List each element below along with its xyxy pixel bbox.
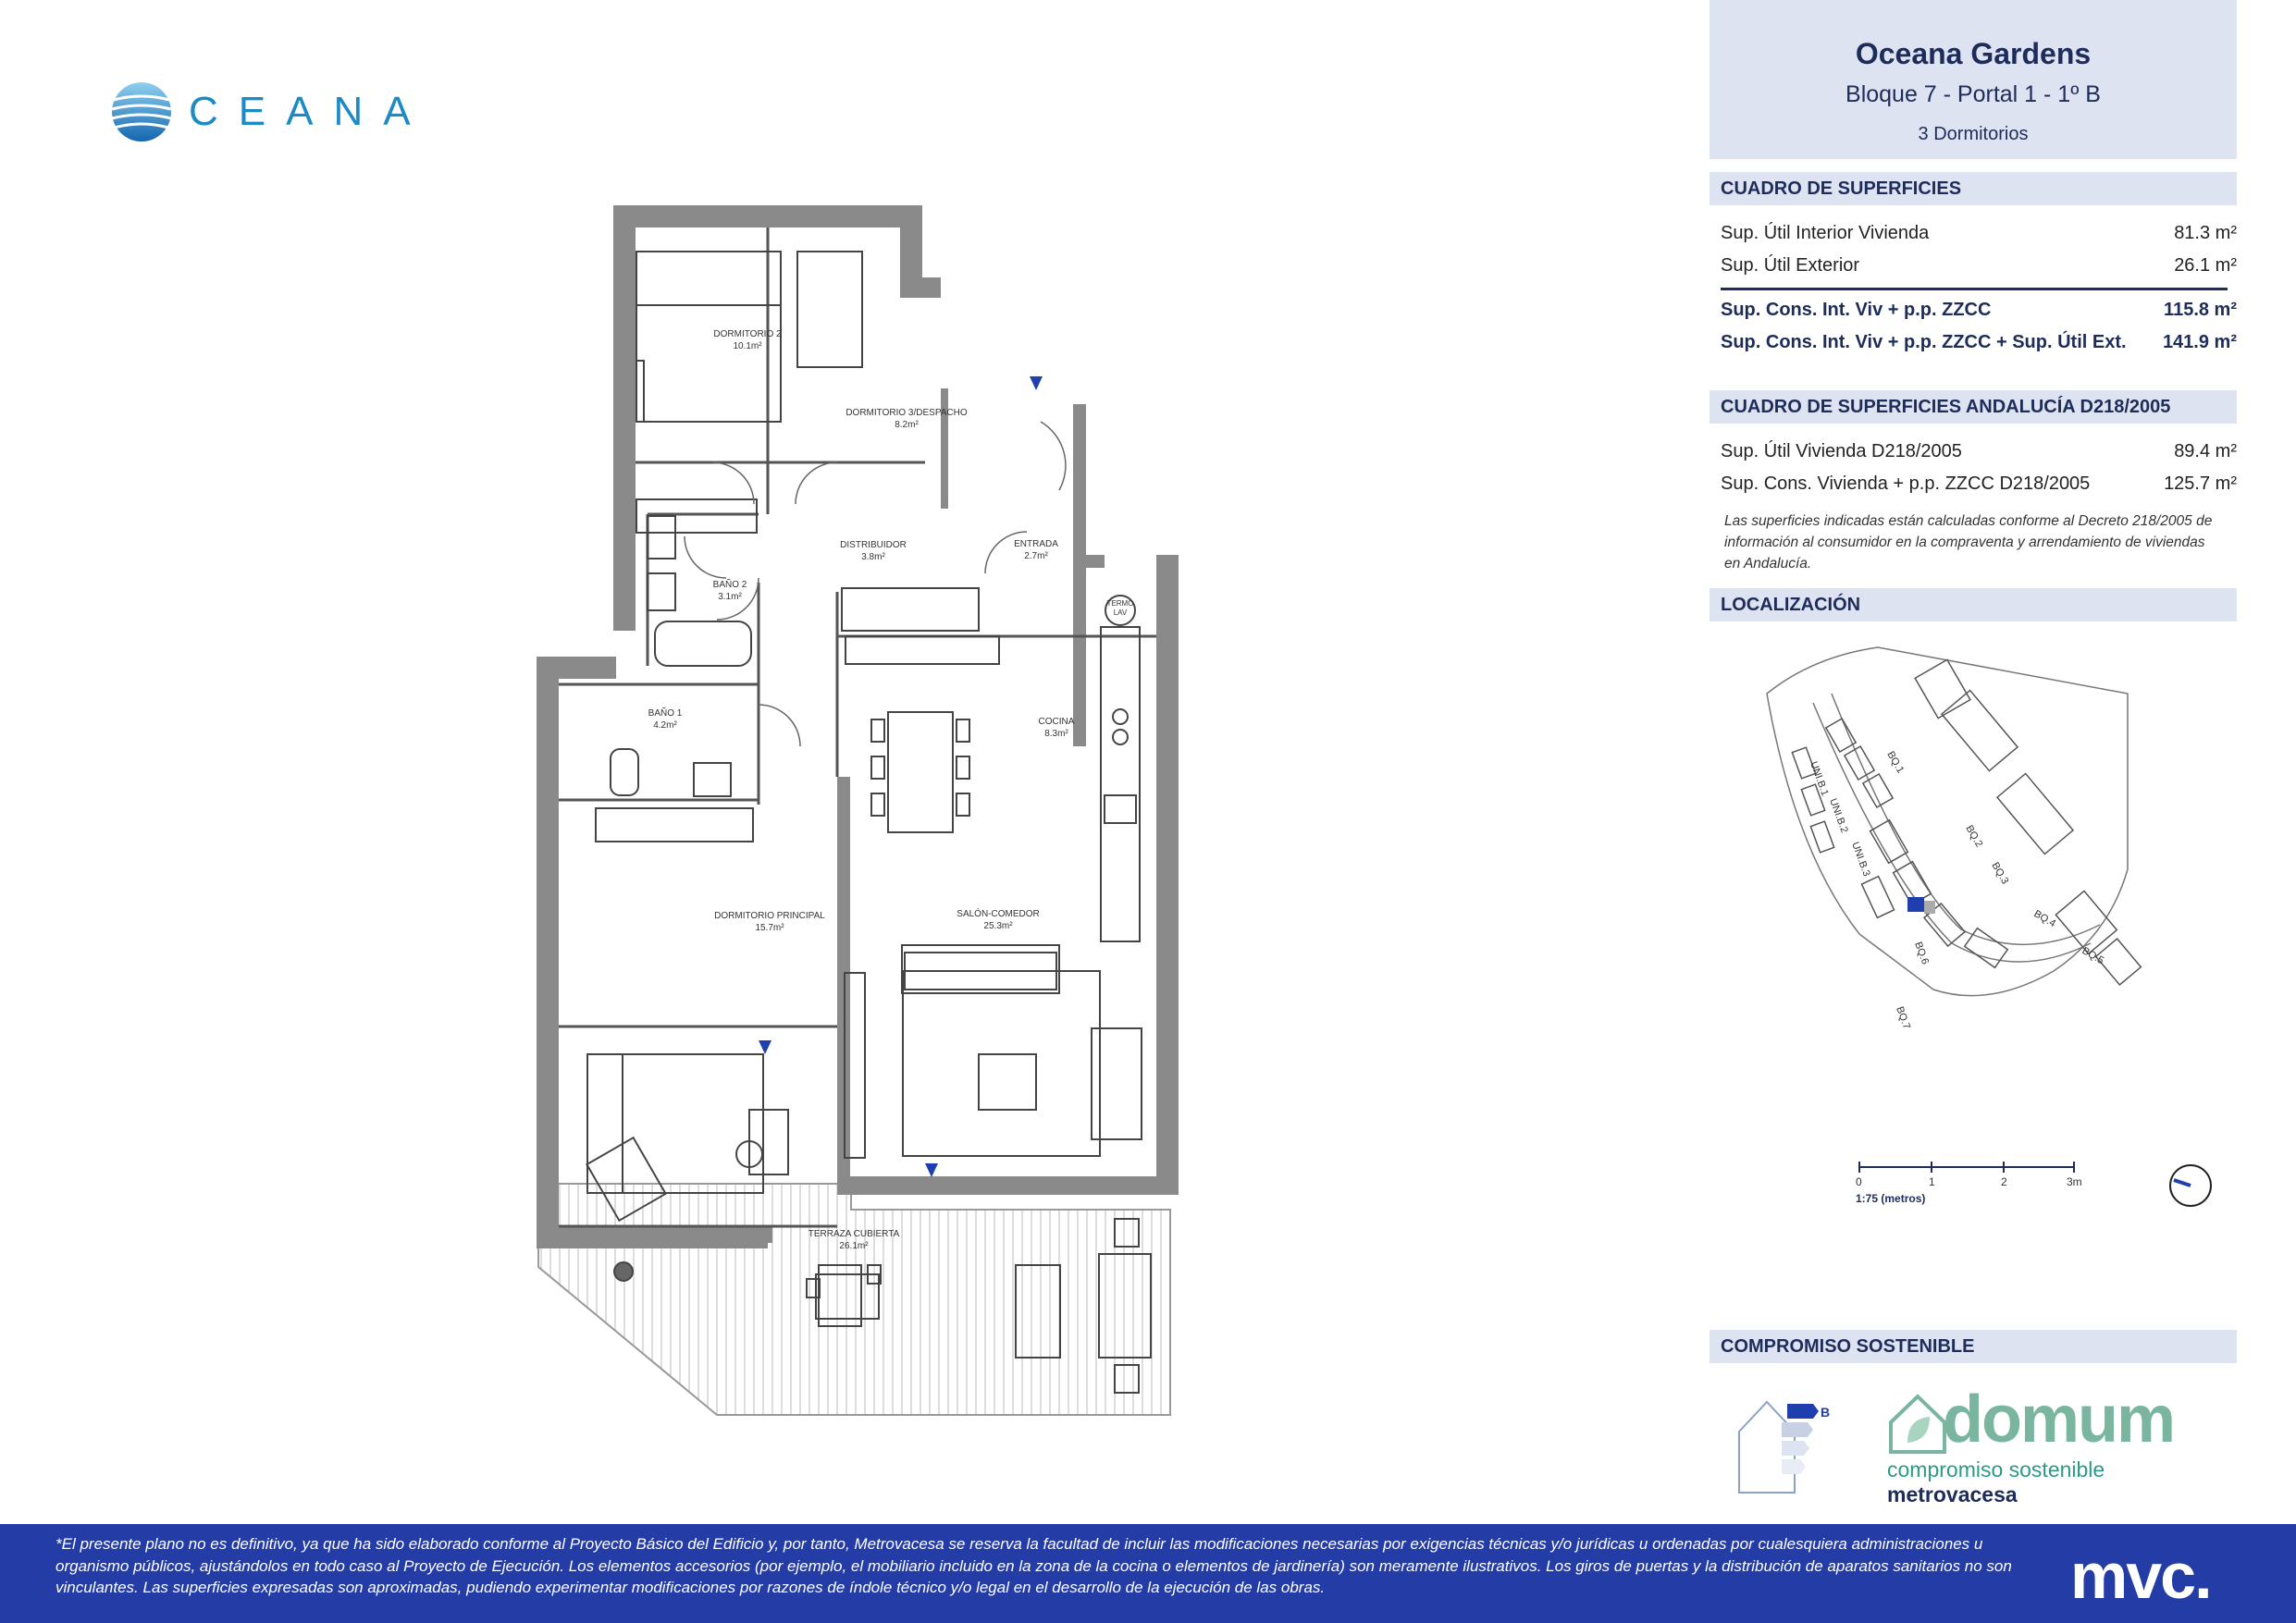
energy-house-icon bbox=[1730, 1383, 1832, 1494]
project-title: Oceana Gardens bbox=[1855, 37, 2092, 70]
scale-tick: 3m bbox=[2067, 1175, 2082, 1188]
termo-lav-label: TERMO LAV bbox=[1106, 599, 1134, 617]
map-label: BQ.6 bbox=[1912, 940, 1932, 966]
location-map bbox=[1739, 638, 2146, 1119]
room-dormitorio-principal: DORMITORIO PRINCIPAL 15.7m² bbox=[714, 911, 825, 933]
domum-tagline: compromiso sostenible metrovacesa bbox=[1887, 1457, 2105, 1506]
oceana-logo bbox=[109, 80, 431, 146]
room-bano-1: BAÑO 1 4.2m² bbox=[648, 708, 683, 731]
north-compass-icon bbox=[2168, 1163, 2213, 1208]
surface-row: Sup. Útil Interior Vivienda 81.3 m² bbox=[1721, 223, 2237, 243]
footer-disclaimer: *El presente plano no es definitivo, ya que ha sido elaborado conforme al Proyecto Básico del Edificio y, por tanto, Metrovacesa se reserva la facultad de incluir las modificaciones necesarias por exigencias técnicas y/o jurídicas u ordenadas por cualesquiera administraciones u organismo públicos, ajustándolos en todo caso al Proyecto de Ejecución. Los elementos accesorios (por ejemplo, el mobiliario incluido en la zona de la cocina o elementos de jardinería) son meramente ilustrativos. Los giros de puertas y la distribución de aparatos sanitarios no son vinculantes. Las superficies expresadas son aproximadas, pudiendo experimentar modificaciones por razones de índole técnico y/o legal en el desarrollo de la ejecución de las obras. bbox=[56, 1535, 2012, 1596]
map-label: BQ.2 bbox=[1963, 823, 1985, 850]
map-label: UNI.B.1 bbox=[1808, 759, 1831, 798]
room-terraza: TERRAZA CUBIERTA 26.1m² bbox=[808, 1229, 900, 1251]
map-label: BQ.3 bbox=[1989, 860, 2011, 887]
scale-tick: 0 bbox=[1856, 1175, 1862, 1188]
logo-wordmark: CEANA bbox=[189, 89, 431, 134]
unit-title-box bbox=[1710, 0, 2237, 159]
map-label: BQ.4 bbox=[2031, 908, 2058, 930]
domum-wordmark: domum bbox=[1943, 1383, 2174, 1457]
bedrooms-label: 3 Dormitorios bbox=[1918, 124, 2029, 144]
andalucia-note: Las superficies indicadas están calculadas conforme al Decreto 218/2005 de información al consumidor en la compraventa y arrendamiento de viviendas en Andalucía. bbox=[1724, 513, 2213, 572]
scale-label: 1:75 (metros) bbox=[1856, 1192, 1926, 1205]
scale-bar bbox=[1852, 1156, 2092, 1211]
surface-row: Sup. Útil Exterior 26.1 m² bbox=[1721, 255, 2237, 276]
scale-tick: 1 bbox=[1929, 1175, 1935, 1188]
map-label: BQ.7 bbox=[1894, 1004, 1913, 1031]
andalucia-row: Sup. Útil Vivienda D218/2005 89.4 m² bbox=[1721, 441, 2237, 461]
map-label: UNI.B.3 bbox=[1849, 840, 1872, 879]
oceana-wave-icon bbox=[109, 80, 174, 144]
surfaces-separator bbox=[1721, 288, 2228, 290]
map-label: BQ.5 bbox=[2080, 945, 2106, 967]
map-label: UNI.B.2 bbox=[1827, 796, 1850, 835]
andalucia-heading: CUADRO DE SUPERFICIES ANDALUCÍA D218/2005 bbox=[1710, 390, 2237, 424]
unit-marker bbox=[1907, 897, 1924, 912]
location-heading: LOCALIZACIÓN bbox=[1710, 588, 2237, 621]
room-dormitorio-3: DORMITORIO 3/DESPACHO 8.2m² bbox=[846, 408, 968, 430]
room-distribuidor: DISTRIBUIDOR 3.8m² bbox=[840, 540, 907, 562]
map-label: BQ.1 bbox=[1884, 749, 1907, 776]
room-dormitorio-2: DORMITORIO 2 10.1m² bbox=[713, 329, 782, 351]
sustainable-heading: COMPROMISO SOSTENIBLE bbox=[1710, 1330, 2237, 1363]
room-cocina: COCINA 8.3m² bbox=[1038, 717, 1075, 739]
scale-tick: 2 bbox=[2001, 1175, 2007, 1188]
domum-leaf-icon bbox=[1885, 1391, 1950, 1456]
surfaces-heading: CUADRO DE SUPERFICIES bbox=[1710, 172, 2237, 205]
room-entrada: ENTRADA 2.7m² bbox=[1014, 539, 1058, 561]
energy-class: B bbox=[1821, 1405, 1831, 1420]
surface-row: Sup. Cons. Int. Viv + p.p. ZZCC 115.8 m² bbox=[1721, 300, 2237, 320]
footer bbox=[0, 1524, 2296, 1623]
andalucia-row: Sup. Cons. Vivienda + p.p. ZZCC D218/2005 125.7 m² bbox=[1721, 473, 2237, 494]
room-bano-2: BAÑO 2 3.1m² bbox=[712, 580, 747, 602]
entry-arrows bbox=[759, 376, 1043, 1177]
domum-badge bbox=[1730, 1383, 2229, 1506]
mvc-logo: mvc. bbox=[2070, 1540, 2211, 1612]
room-salon-comedor: SALÓN-COMEDOR 25.3m² bbox=[957, 909, 1040, 931]
surface-row: Sup. Cons. Int. Viv + p.p. ZZCC + Sup. Útil Ext. 141.9 m² bbox=[1721, 332, 2237, 352]
walls bbox=[537, 205, 1179, 1248]
unit-subtitle: Bloque 7 - Portal 1 - 1º B bbox=[1845, 81, 2101, 107]
floor-plan bbox=[518, 185, 1184, 1424]
